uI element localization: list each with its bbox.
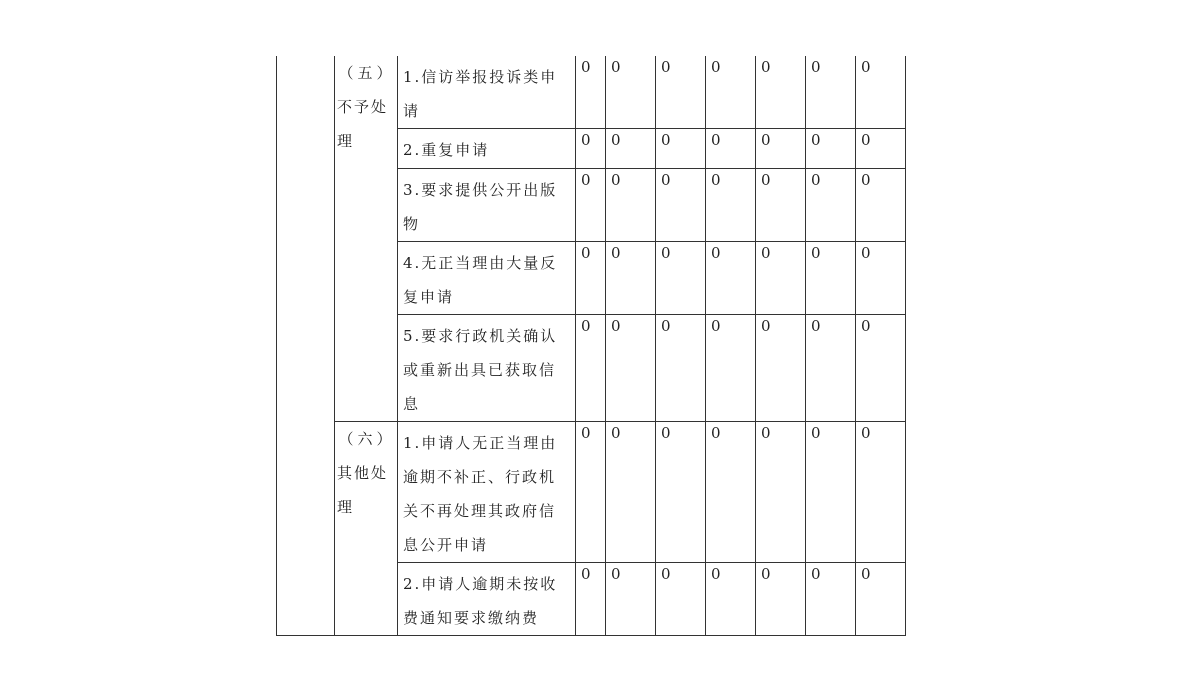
value-cell bbox=[806, 169, 856, 242]
value-cell bbox=[606, 315, 656, 422]
value-text: 0 bbox=[761, 565, 773, 583]
value-text: 0 bbox=[661, 171, 673, 189]
value-text: 0 bbox=[711, 565, 723, 583]
value-text: 0 bbox=[581, 565, 593, 583]
value-cell bbox=[606, 242, 656, 315]
category-label: 不予处理 bbox=[337, 98, 389, 150]
value-text: 0 bbox=[811, 317, 823, 335]
value-cell bbox=[706, 422, 756, 563]
value-cell bbox=[756, 56, 806, 129]
value-text: 0 bbox=[661, 317, 673, 335]
value-cell bbox=[806, 422, 856, 563]
item-label: 1.申请人无正当理由逾期不补正、行政机关不再处理其政府信息公开申请 bbox=[403, 434, 558, 554]
value-cell bbox=[806, 563, 856, 636]
disclosure-table bbox=[276, 56, 906, 636]
value-text: 0 bbox=[711, 131, 723, 149]
outer-category-cell bbox=[277, 56, 335, 636]
value-text: 0 bbox=[761, 131, 773, 149]
item-label: 2.申请人逾期未按收费通知要求缴纳费 bbox=[403, 575, 558, 627]
value-text: 0 bbox=[811, 58, 823, 76]
value-text: 0 bbox=[761, 317, 773, 335]
value-text: 0 bbox=[661, 424, 673, 442]
value-text: 0 bbox=[581, 317, 593, 335]
value-text: 0 bbox=[861, 565, 873, 583]
value-text: 0 bbox=[581, 244, 593, 262]
value-cell bbox=[806, 315, 856, 422]
category-number: （五） bbox=[338, 64, 396, 82]
value-text: 0 bbox=[661, 244, 673, 262]
value-text: 0 bbox=[861, 317, 873, 335]
value-cell bbox=[856, 563, 906, 636]
value-cell bbox=[756, 563, 806, 636]
item-cell bbox=[398, 315, 576, 422]
value-cell bbox=[606, 56, 656, 129]
value-cell bbox=[706, 563, 756, 636]
value-cell bbox=[856, 56, 906, 129]
value-cell bbox=[706, 169, 756, 242]
value-text: 0 bbox=[761, 424, 773, 442]
value-text: 0 bbox=[611, 317, 623, 335]
value-cell bbox=[576, 422, 606, 563]
value-cell bbox=[856, 129, 906, 169]
item-cell bbox=[398, 169, 576, 242]
value-text: 0 bbox=[581, 171, 593, 189]
value-text: 0 bbox=[811, 244, 823, 262]
value-cell bbox=[656, 422, 706, 563]
item-label: 3.要求提供公开出版物 bbox=[403, 181, 558, 233]
value-cell bbox=[806, 129, 856, 169]
value-cell bbox=[756, 242, 806, 315]
value-text: 0 bbox=[611, 565, 623, 583]
value-text: 0 bbox=[761, 58, 773, 76]
value-text: 0 bbox=[661, 565, 673, 583]
category-cell-5 bbox=[335, 56, 398, 422]
value-text: 0 bbox=[861, 171, 873, 189]
item-cell bbox=[398, 129, 576, 169]
value-cell bbox=[756, 169, 806, 242]
value-cell bbox=[576, 56, 606, 129]
value-text: 0 bbox=[661, 131, 673, 149]
value-text: 0 bbox=[711, 244, 723, 262]
value-text: 0 bbox=[811, 565, 823, 583]
value-text: 0 bbox=[761, 171, 773, 189]
item-label: 1.信访举报投诉类申请 bbox=[403, 68, 558, 120]
value-cell bbox=[756, 315, 806, 422]
value-text: 0 bbox=[861, 244, 873, 262]
item-cell bbox=[398, 563, 576, 636]
category-number: （六） bbox=[338, 430, 396, 448]
value-text: 0 bbox=[811, 131, 823, 149]
category-cell-6 bbox=[335, 422, 398, 636]
value-cell bbox=[856, 315, 906, 422]
item-cell bbox=[398, 56, 576, 129]
value-cell bbox=[856, 169, 906, 242]
value-text: 0 bbox=[861, 58, 873, 76]
value-text: 0 bbox=[861, 131, 873, 149]
value-cell bbox=[576, 129, 606, 169]
item-cell bbox=[398, 422, 576, 563]
value-cell bbox=[606, 422, 656, 563]
value-cell bbox=[656, 129, 706, 169]
value-cell bbox=[576, 169, 606, 242]
value-cell bbox=[576, 563, 606, 636]
value-cell bbox=[606, 129, 656, 169]
value-cell bbox=[656, 169, 706, 242]
value-text: 0 bbox=[711, 424, 723, 442]
value-cell bbox=[656, 563, 706, 636]
value-text: 0 bbox=[711, 171, 723, 189]
value-cell bbox=[576, 315, 606, 422]
table-row bbox=[277, 56, 906, 129]
value-cell bbox=[756, 422, 806, 563]
item-label: 5.要求行政机关确认或重新出具已获取信息 bbox=[403, 327, 558, 413]
value-cell bbox=[806, 56, 856, 129]
value-text: 0 bbox=[581, 131, 593, 149]
value-text: 0 bbox=[661, 58, 673, 76]
value-text: 0 bbox=[611, 244, 623, 262]
item-cell bbox=[398, 242, 576, 315]
value-cell bbox=[706, 242, 756, 315]
value-cell bbox=[856, 422, 906, 563]
value-text: 0 bbox=[711, 58, 723, 76]
value-text: 0 bbox=[611, 131, 623, 149]
value-cell bbox=[706, 315, 756, 422]
value-text: 0 bbox=[711, 317, 723, 335]
value-text: 0 bbox=[861, 424, 873, 442]
table-row bbox=[277, 422, 906, 563]
value-text: 0 bbox=[611, 58, 623, 76]
value-cell bbox=[856, 242, 906, 315]
value-cell bbox=[656, 56, 706, 129]
value-cell bbox=[706, 56, 756, 129]
value-text: 0 bbox=[811, 424, 823, 442]
value-cell bbox=[606, 563, 656, 636]
value-text: 0 bbox=[611, 171, 623, 189]
value-text: 0 bbox=[581, 424, 593, 442]
value-text: 0 bbox=[761, 244, 773, 262]
value-cell bbox=[606, 169, 656, 242]
value-text: 0 bbox=[611, 424, 623, 442]
value-cell bbox=[656, 315, 706, 422]
value-cell bbox=[706, 129, 756, 169]
value-cell bbox=[806, 242, 856, 315]
value-cell bbox=[756, 129, 806, 169]
category-label: 其他处理 bbox=[337, 464, 389, 516]
value-text: 0 bbox=[581, 58, 593, 76]
item-label: 4.无正当理由大量反复申请 bbox=[403, 254, 558, 306]
value-cell bbox=[576, 242, 606, 315]
value-text: 0 bbox=[811, 171, 823, 189]
item-label: 2.重复申请 bbox=[403, 141, 490, 159]
value-cell bbox=[656, 242, 706, 315]
